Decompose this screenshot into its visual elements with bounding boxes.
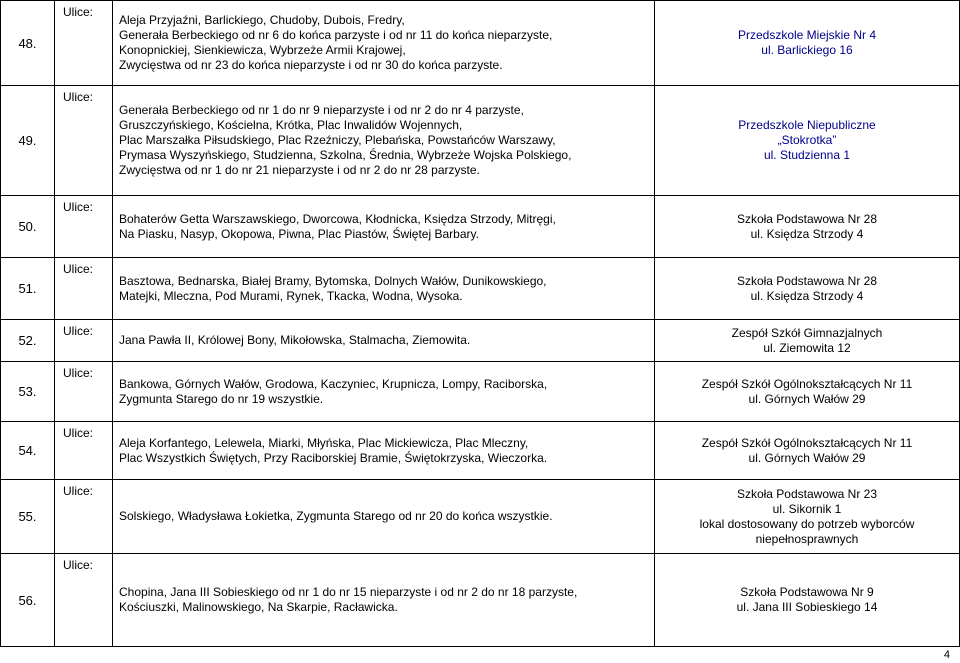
station-name: Szkoła Podstawowa Nr 23 xyxy=(736,486,878,501)
street-list xyxy=(113,1,655,86)
streets-label: Ulice: xyxy=(55,320,113,362)
station-detail: lokal dostosowany do potrzeb wyborców xyxy=(699,516,915,531)
district-row xyxy=(1,320,960,362)
street-line: Bohaterów Getta Warszawskiego, Dworcowa, Kłodnicka, Księdza Strzody, Mitręgi, xyxy=(119,211,556,226)
district-row xyxy=(1,554,960,647)
polling-station xyxy=(655,196,960,258)
district-row xyxy=(1,196,960,258)
page-number: 4 xyxy=(943,649,950,661)
district-row xyxy=(1,362,960,422)
station-name: Przedszkole Niepubliczne xyxy=(738,118,876,132)
station-detail: niepełnosprawnych xyxy=(755,531,859,546)
station-detail: ul. Górnych Wałów 29 xyxy=(748,391,866,406)
street-line: Jana Pawła II, Królowej Bony, Mikołowska, Stalmacha, Ziemowita. xyxy=(119,333,471,347)
district-number: 55. xyxy=(1,480,55,554)
station-name: Zespół Szkół Ogólnokształcących Nr 11 xyxy=(701,435,913,450)
station-name: Zespół Szkół Gimnazjalnych xyxy=(731,325,883,340)
street-line: Plac Wszystkich Świętych, Przy Raciborskiej Bramie, Świętokrzyska, Wieczorka. xyxy=(119,450,548,465)
station-detail: ul. Jana III Sobieskiego 14 xyxy=(736,600,878,614)
street-line: Bankowa, Górnych Wałów, Grodowa, Kaczyniec, Krupnicza, Lompy, Raciborska, xyxy=(119,376,548,391)
street-line: Zygmunta Starego do nr 19 wszystkie. xyxy=(119,391,324,406)
district-number: 50. xyxy=(1,196,55,258)
streets-label: Ulice: xyxy=(55,258,113,320)
station-name: Szkoła Podstawowa Nr 9 xyxy=(740,585,874,599)
street-line: Prymasa Wyszyńskiego, Studzienna, Szkolna, Średnia, Wybrzeże Wojska Polskiego, xyxy=(119,148,572,162)
street-line: Chopina, Jana III Sobieskiego od nr 1 do nr 15 nieparzyste i od nr 2 do nr 18 parzyste, xyxy=(119,585,578,599)
district-number: 56. xyxy=(1,554,55,647)
street-list xyxy=(113,422,655,480)
street-line: Generała Berbeckiego od nr 1 do nr 9 nieparzyste i od nr 2 do nr 4 parzyste, xyxy=(119,103,524,117)
street-line: Plac Marszałka Piłsudskiego, Plac Rzeźniczy, Plebańska, Powstańców Warszawy, xyxy=(119,133,556,147)
streets-label: Ulice: xyxy=(55,1,113,86)
street-line: Matejki, Mleczna, Pod Murami, Rynek, Tkacka, Wodna, Wysoka. xyxy=(119,288,463,303)
street-list xyxy=(113,86,655,196)
streets-label: Ulice: xyxy=(55,480,113,554)
polling-station xyxy=(655,1,960,86)
station-detail: „Stokrotka” xyxy=(777,133,837,147)
district-number: 49. xyxy=(1,86,55,196)
street-line: Konopnickiej, Sienkiewicza, Wybrzeże Armii Krajowej, xyxy=(119,43,406,57)
station-detail: ul. Ziemowita 12 xyxy=(763,340,851,355)
polling-station xyxy=(655,554,960,647)
station-detail: ul. Księdza Strzody 4 xyxy=(750,226,864,241)
streets-label: Ulice: xyxy=(55,196,113,258)
street-list xyxy=(113,554,655,647)
district-number: 48. xyxy=(1,1,55,86)
district-number: 54. xyxy=(1,422,55,480)
polling-station xyxy=(655,422,960,480)
streets-label: Ulice: xyxy=(55,86,113,196)
station-detail: ul. Sikornik 1 xyxy=(772,501,842,516)
station-name: Szkoła Podstawowa Nr 28 xyxy=(736,211,878,226)
street-line: Gruszczyńskiego, Kościelna, Krótka, Plac Inwalidów Wojennych, xyxy=(119,118,463,132)
district-rows xyxy=(1,1,960,647)
station-detail: ul. Górnych Wałów 29 xyxy=(748,450,866,465)
street-line: Generała Berbeckiego od nr 6 do końca parzyste i od nr 11 do końca nieparzyste, xyxy=(119,28,553,42)
polling-station xyxy=(655,258,960,320)
station-detail: ul. Księdza Strzody 4 xyxy=(750,288,864,303)
district-row xyxy=(1,86,960,196)
polling-station xyxy=(655,480,960,554)
streets-label: Ulice: xyxy=(55,362,113,422)
street-list xyxy=(113,196,655,258)
streets-label: Ulice: xyxy=(55,554,113,647)
street-line: Solskiego, Władysława Łokietka, Zygmunta Starego od nr 20 do końca wszystkie. xyxy=(119,509,553,523)
street-line: Aleja Przyjaźni, Barlickiego, Chudoby, Dubois, Fredry, xyxy=(119,13,405,27)
streets-label: Ulice: xyxy=(55,422,113,480)
station-name: Zespół Szkół Ogólnokształcących Nr 11 xyxy=(701,376,913,391)
district-row xyxy=(1,258,960,320)
district-row xyxy=(1,1,960,86)
station-name: Szkoła Podstawowa Nr 28 xyxy=(736,273,878,288)
station-name: Przedszkole Miejskie Nr 4 xyxy=(737,28,877,42)
polling-station xyxy=(655,86,960,196)
street-line: Zwycięstwa od nr 23 do końca nieparzyste i od nr 30 do końca parzyste. xyxy=(119,58,503,72)
district-number: 52. xyxy=(1,320,55,362)
district-number: 51. xyxy=(1,258,55,320)
station-detail: ul. Studzienna 1 xyxy=(763,148,851,162)
district-row xyxy=(1,480,960,554)
street-line: Kościuszki, Malinowskiego, Na Skarpie, Racławicka. xyxy=(119,600,398,614)
polling-station xyxy=(655,362,960,422)
street-list xyxy=(113,480,655,554)
station-detail: ul. Barlickiego 16 xyxy=(761,43,853,57)
street-list xyxy=(113,362,655,422)
street-list xyxy=(113,258,655,320)
street-list xyxy=(113,320,655,362)
district-number: 53. xyxy=(1,362,55,422)
polling-station xyxy=(655,320,960,362)
street-line: Basztowa, Bednarska, Białej Bramy, Bytomska, Dolnych Wałów, Dunikowskiego, xyxy=(119,273,547,288)
street-line: Na Piasku, Nasyp, Okopowa, Piwna, Plac Piastów, Świętej Barbary. xyxy=(119,226,479,241)
district-row xyxy=(1,422,960,480)
street-line: Aleja Korfantego, Lelewela, Miarki, Młyńska, Plac Mickiewicza, Plac Mleczny, xyxy=(119,435,529,450)
street-line: Zwycięstwa od nr 1 do nr 21 nieparzyste i od nr 2 do nr 28 parzyste. xyxy=(119,163,480,177)
